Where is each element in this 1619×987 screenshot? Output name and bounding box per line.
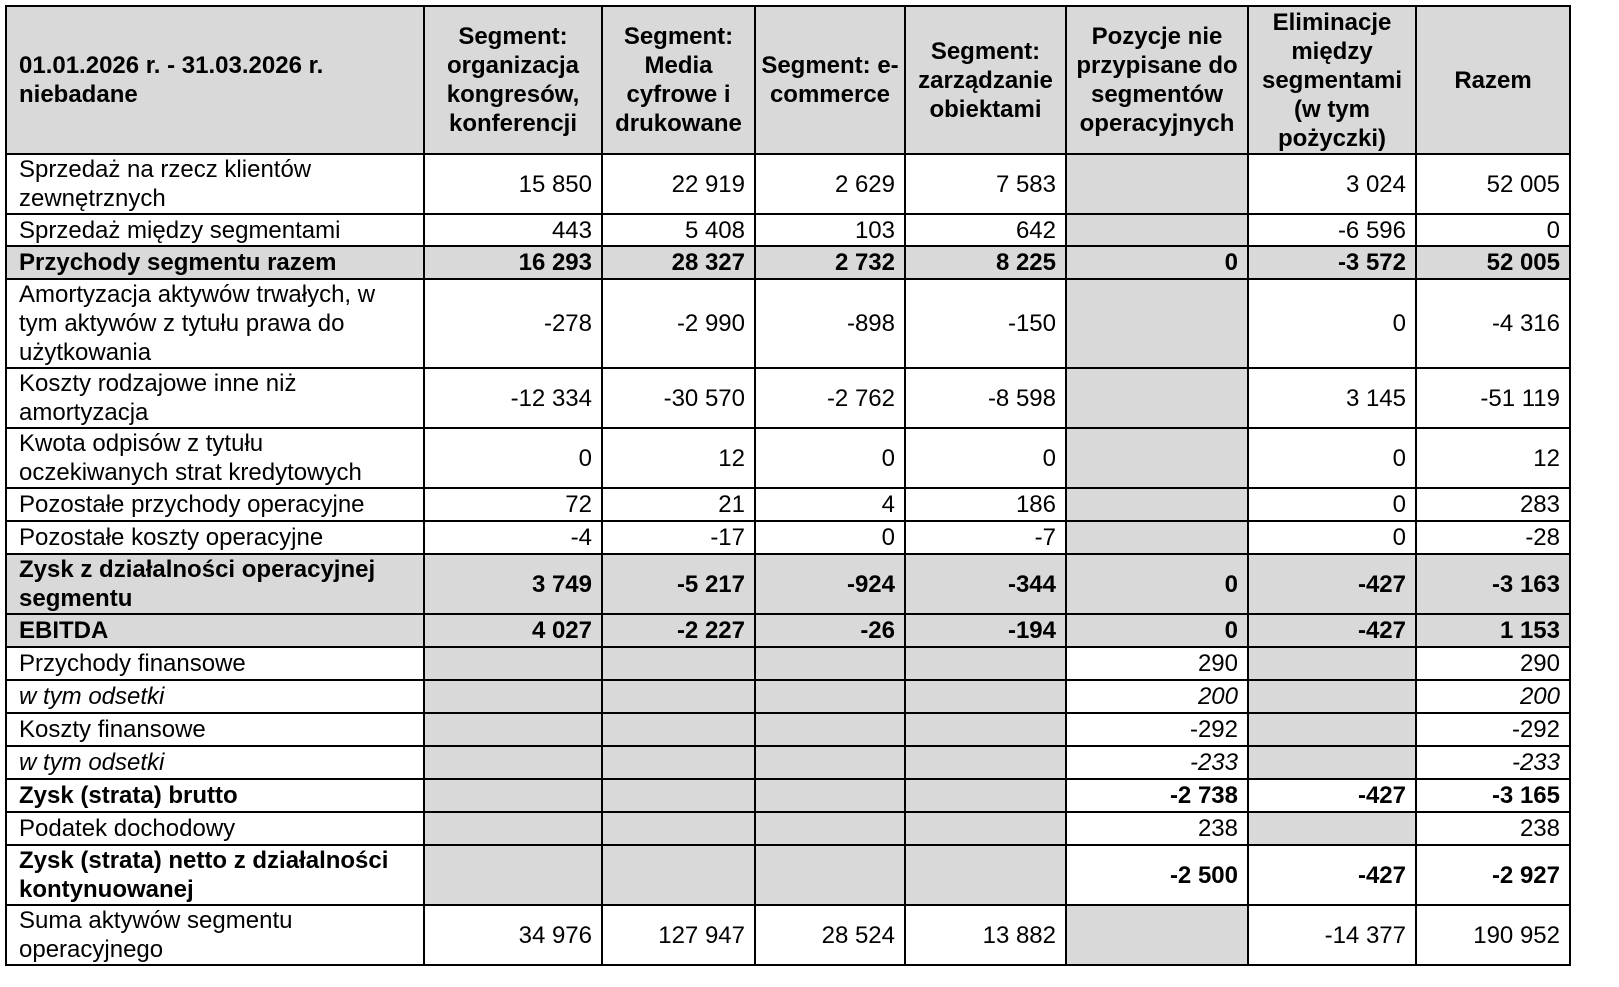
row-label: Koszty finansowe: [6, 713, 424, 746]
cell-media: -17: [602, 521, 755, 554]
cell-media: [602, 746, 755, 779]
row-label: EBITDA: [6, 614, 424, 647]
cell-ecommerce: [755, 713, 905, 746]
row-label: Sprzedaż między segmentami: [6, 214, 424, 246]
cell-eliminations: 3 145: [1248, 368, 1416, 428]
cell-media: 12: [602, 428, 755, 488]
cell-eliminations: [1248, 680, 1416, 713]
cell-unallocated: 0: [1066, 554, 1248, 614]
cell-facility-management: -344: [905, 554, 1066, 614]
cell-total: 190 952: [1416, 905, 1570, 965]
cell-facility-management: [905, 680, 1066, 713]
table-row: [6, 279, 1570, 368]
table-row: [6, 614, 1570, 647]
cell-congresses: 0: [424, 428, 602, 488]
cell-ecommerce: [755, 647, 905, 680]
cell-congresses: 3 749: [424, 554, 602, 614]
cell-eliminations: -427: [1248, 614, 1416, 647]
row-label: Pozostałe koszty operacyjne: [6, 521, 424, 554]
cell-total: -4 316: [1416, 279, 1570, 368]
cell-total: -292: [1416, 713, 1570, 746]
cell-eliminations: 0: [1248, 488, 1416, 521]
cell-unallocated: 0: [1066, 614, 1248, 647]
table-row: [6, 746, 1570, 779]
cell-facility-management: [905, 779, 1066, 812]
table-row: [6, 214, 1570, 246]
cell-eliminations: -6 596: [1248, 214, 1416, 246]
cell-ecommerce: 103: [755, 214, 905, 246]
cell-eliminations: [1248, 713, 1416, 746]
table-row: [6, 368, 1570, 428]
cell-eliminations: 3 024: [1248, 154, 1416, 214]
cell-eliminations: [1248, 812, 1416, 845]
cell-ecommerce: 2 732: [755, 246, 905, 279]
row-label: Przychody segmentu razem: [6, 246, 424, 279]
cell-unallocated: -2 738: [1066, 779, 1248, 812]
row-label: Zysk (strata) netto z działalności kontynuowanej: [6, 845, 424, 905]
cell-media: [602, 779, 755, 812]
table-row: [6, 680, 1570, 713]
cell-facility-management: -150: [905, 279, 1066, 368]
row-label: Sprzedaż na rzecz klientów zewnętrznych: [6, 154, 424, 214]
cell-facility-management: 186: [905, 488, 1066, 521]
cell-total: -233: [1416, 746, 1570, 779]
row-label: Zysk (strata) brutto: [6, 779, 424, 812]
cell-unallocated: -233: [1066, 746, 1248, 779]
cell-ecommerce: -898: [755, 279, 905, 368]
cell-ecommerce: -924: [755, 554, 905, 614]
cell-eliminations: -3 572: [1248, 246, 1416, 279]
cell-media: [602, 845, 755, 905]
cell-unallocated: [1066, 905, 1248, 965]
cell-unallocated: [1066, 154, 1248, 214]
cell-unallocated: 0: [1066, 246, 1248, 279]
row-label: w tym odsetki: [6, 680, 424, 713]
cell-eliminations: -427: [1248, 554, 1416, 614]
cell-facility-management: [905, 713, 1066, 746]
cell-media: 5 408: [602, 214, 755, 246]
row-label: Pozostałe przychody operacyjne: [6, 488, 424, 521]
col-header-media: Segment: Media cyfrowe i drukowane: [602, 6, 755, 154]
table-row: [6, 154, 1570, 214]
cell-ecommerce: [755, 812, 905, 845]
cell-facility-management: [905, 647, 1066, 680]
cell-congresses: -12 334: [424, 368, 602, 428]
header-row: [6, 6, 1570, 154]
col-header-ecommerce: Segment: e-commerce: [755, 6, 905, 154]
cell-ecommerce: 4: [755, 488, 905, 521]
cell-media: 22 919: [602, 154, 755, 214]
cell-unallocated: [1066, 214, 1248, 246]
cell-facility-management: 13 882: [905, 905, 1066, 965]
cell-total: 12: [1416, 428, 1570, 488]
row-label: Zysk z działalności operacyjnej segmentu: [6, 554, 424, 614]
cell-eliminations: 0: [1248, 521, 1416, 554]
cell-total: 200: [1416, 680, 1570, 713]
cell-unallocated: 238: [1066, 812, 1248, 845]
row-label: Koszty rodzajowe inne niż amortyzacja: [6, 368, 424, 428]
cell-media: [602, 812, 755, 845]
cell-congresses: [424, 746, 602, 779]
cell-media: -5 217: [602, 554, 755, 614]
cell-media: 28 327: [602, 246, 755, 279]
cell-congresses: [424, 812, 602, 845]
cell-facility-management: [905, 746, 1066, 779]
cell-facility-management: -194: [905, 614, 1066, 647]
cell-total: 283: [1416, 488, 1570, 521]
cell-total: 1 153: [1416, 614, 1570, 647]
cell-facility-management: 8 225: [905, 246, 1066, 279]
col-header-total: Razem: [1416, 6, 1570, 154]
cell-ecommerce: [755, 680, 905, 713]
cell-total: 52 005: [1416, 246, 1570, 279]
cell-congresses: 4 027: [424, 614, 602, 647]
cell-total: -51 119: [1416, 368, 1570, 428]
cell-unallocated: 290: [1066, 647, 1248, 680]
cell-ecommerce: 0: [755, 521, 905, 554]
cell-facility-management: 642: [905, 214, 1066, 246]
cell-ecommerce: [755, 779, 905, 812]
period-header: 01.01.2026 r. - 31.03.2026 r. niebadane: [6, 6, 424, 154]
cell-facility-management: -7: [905, 521, 1066, 554]
cell-total: 0: [1416, 214, 1570, 246]
cell-total: -3 165: [1416, 779, 1570, 812]
cell-congresses: -4: [424, 521, 602, 554]
cell-eliminations: -427: [1248, 779, 1416, 812]
row-label: Przychody finansowe: [6, 647, 424, 680]
cell-media: [602, 713, 755, 746]
table-row: [6, 521, 1570, 554]
col-header-eliminations: Eliminacje między segmentami (w tym pożyczki): [1248, 6, 1416, 154]
table-row: [6, 845, 1570, 905]
cell-congresses: [424, 845, 602, 905]
cell-eliminations: 0: [1248, 279, 1416, 368]
cell-unallocated: [1066, 428, 1248, 488]
cell-ecommerce: -2 762: [755, 368, 905, 428]
table-row: [6, 428, 1570, 488]
cell-media: [602, 680, 755, 713]
cell-unallocated: [1066, 368, 1248, 428]
table-row: [6, 246, 1570, 279]
row-label: Kwota odpisów z tytułu oczekiwanych strat kredytowych: [6, 428, 424, 488]
cell-media: -30 570: [602, 368, 755, 428]
cell-unallocated: -292: [1066, 713, 1248, 746]
cell-congresses: [424, 779, 602, 812]
table-row: [6, 488, 1570, 521]
cell-media: -2 990: [602, 279, 755, 368]
cell-congresses: [424, 713, 602, 746]
cell-media: 127 947: [602, 905, 755, 965]
cell-facility-management: 7 583: [905, 154, 1066, 214]
cell-congresses: [424, 647, 602, 680]
cell-facility-management: -8 598: [905, 368, 1066, 428]
table-row: [6, 779, 1570, 812]
col-header-congresses: Segment: organizacja kongresów, konferencji: [424, 6, 602, 154]
col-header-facility-management: Segment: zarządzanie obiektami: [905, 6, 1066, 154]
row-label: Podatek dochodowy: [6, 812, 424, 845]
cell-unallocated: [1066, 279, 1248, 368]
cell-congresses: 16 293: [424, 246, 602, 279]
cell-ecommerce: [755, 845, 905, 905]
cell-media: [602, 647, 755, 680]
cell-congresses: [424, 680, 602, 713]
cell-eliminations: [1248, 647, 1416, 680]
table-row: [6, 812, 1570, 845]
cell-congresses: 34 976: [424, 905, 602, 965]
row-label: Suma aktywów segmentu operacyjnego: [6, 905, 424, 965]
cell-total: -3 163: [1416, 554, 1570, 614]
cell-total: 52 005: [1416, 154, 1570, 214]
cell-total: -28: [1416, 521, 1570, 554]
table-row: [6, 647, 1570, 680]
cell-total: -2 927: [1416, 845, 1570, 905]
cell-eliminations: -427: [1248, 845, 1416, 905]
cell-ecommerce: -26: [755, 614, 905, 647]
row-label: w tym odsetki: [6, 746, 424, 779]
table-row: [6, 905, 1570, 965]
cell-congresses: 443: [424, 214, 602, 246]
cell-congresses: -278: [424, 279, 602, 368]
cell-facility-management: [905, 812, 1066, 845]
cell-total: 290: [1416, 647, 1570, 680]
cell-facility-management: 0: [905, 428, 1066, 488]
cell-ecommerce: 0: [755, 428, 905, 488]
row-label: Amortyzacja aktywów trwałych, w tym aktywów z tytułu prawa do użytkowania: [6, 279, 424, 368]
cell-media: 21: [602, 488, 755, 521]
cell-eliminations: 0: [1248, 428, 1416, 488]
cell-congresses: 72: [424, 488, 602, 521]
cell-congresses: 15 850: [424, 154, 602, 214]
col-header-unallocated: Pozycje nie przypisane do segmentów operacyjnych: [1066, 6, 1248, 154]
cell-unallocated: -2 500: [1066, 845, 1248, 905]
cell-facility-management: [905, 845, 1066, 905]
cell-ecommerce: 28 524: [755, 905, 905, 965]
cell-total: 238: [1416, 812, 1570, 845]
cell-media: -2 227: [602, 614, 755, 647]
cell-eliminations: -14 377: [1248, 905, 1416, 965]
cell-ecommerce: 2 629: [755, 154, 905, 214]
cell-unallocated: [1066, 488, 1248, 521]
cell-eliminations: [1248, 746, 1416, 779]
table-row: [6, 713, 1570, 746]
cell-unallocated: 200: [1066, 680, 1248, 713]
segment-results-table: [5, 5, 1571, 966]
cell-ecommerce: [755, 746, 905, 779]
cell-unallocated: [1066, 521, 1248, 554]
table-row: [6, 554, 1570, 614]
